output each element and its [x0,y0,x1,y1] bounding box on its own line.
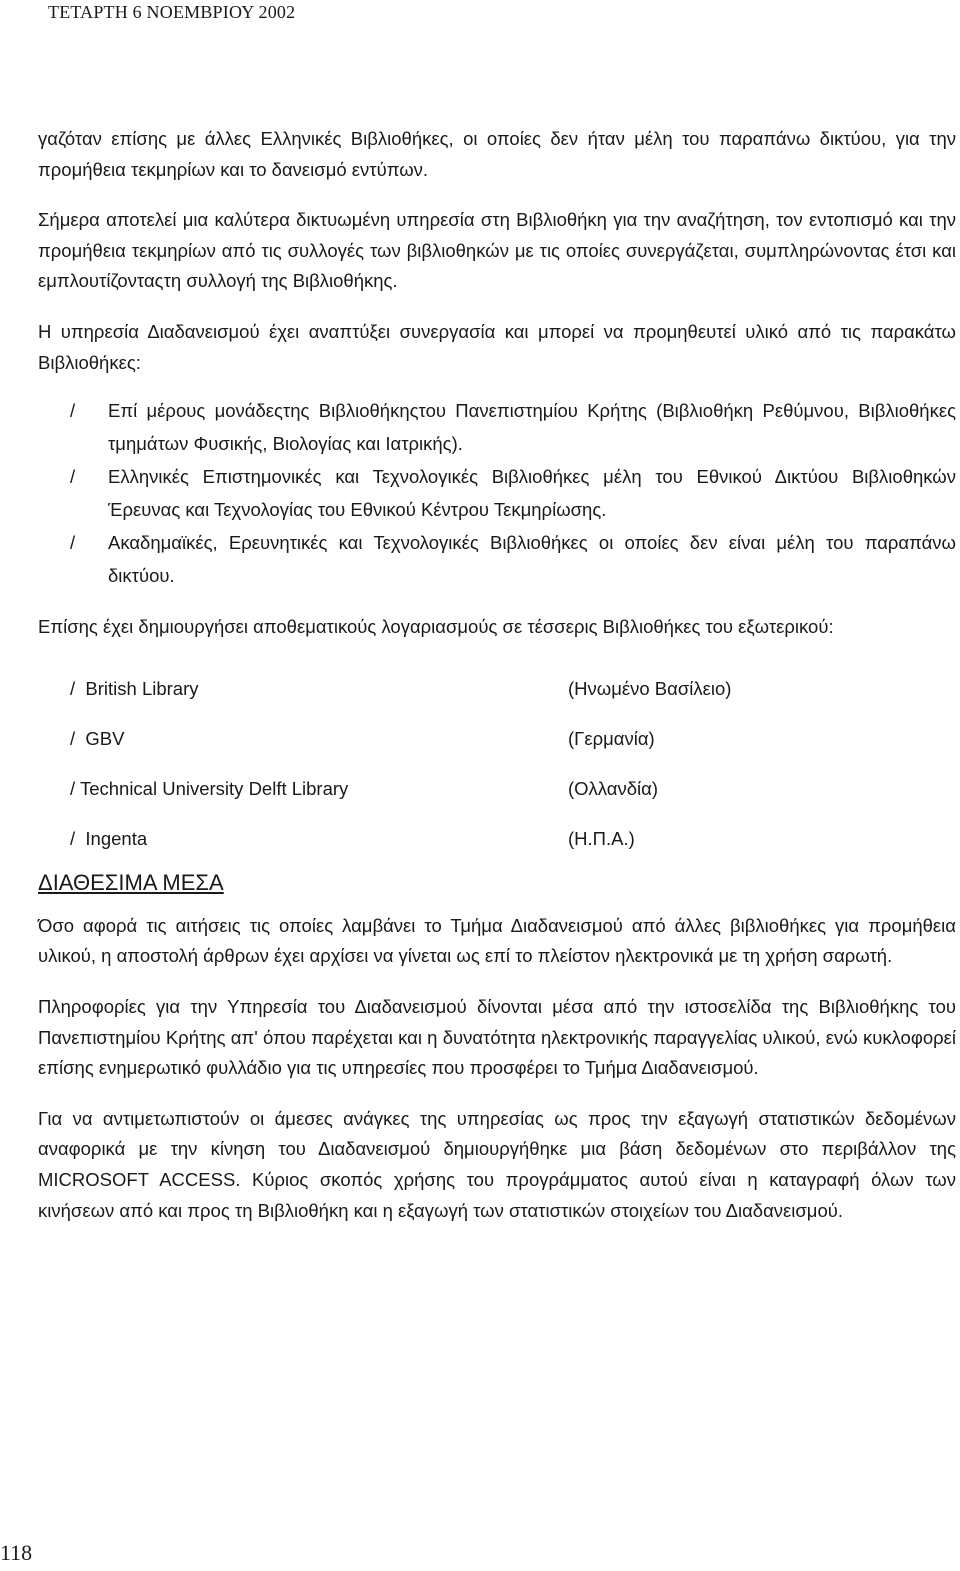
paragraph: Σήμερα αποτελεί μια καλύτερα δικτυωμένη υπηρεσία στη Βιβλιοθήκη για την αναζήτηση, τον εντοπισμό και την προμήθεια τεκμηρίων από τις συλλογές των βιβλιοθηκών με τις οποίες συνεργάζεται, συμπληρώνοντας έτσι και εμπλουτίζονταςτη συλλογή της Βιβλιοθήκης. [38,209,956,292]
library-name: Technical University Delft Library [79,778,349,800]
library-country: (Ηνωμένο Βασίλειο) [568,678,732,700]
bullet-marker: / [70,466,76,488]
partner-libraries-list [38,394,956,592]
running-header: ΤΕΤΑΡΤΗ 6 ΝΟΕΜΒΡΙΟΥ 2002 [48,2,296,22]
library-country: (Γερμανία) [568,728,655,750]
library-country: (Η.Π.Α.) [568,828,635,850]
paragraph: Επίσης έχει δημιουργήσει αποθεματικούς λογαριασμούς σε τέσσερις Βιβλιοθήκες του εξωτερικού: [38,616,834,638]
bullet-marker: / [70,728,76,750]
paragraph: γαζόταν επίσης με άλλες Ελληνικές Βιβλιοθήκες, οι οποίες δεν ήταν μέλη του παραπάνω δικτύου, για την προμήθεια τεκμηρίων και το δανεισμό εντύπων. [38,128,956,180]
paragraph: Η υπηρεσία Διαδανεισμού έχει αναπτύξει συνεργασία και μπορεί να προμηθευτεί υλικό από τις παρακάτω Βιβλιοθήκες: [38,320,956,373]
page-number: 118 [0,1540,33,1565]
library-name: Ingenta [85,828,148,850]
library-name: British Library [85,678,199,700]
library-country: (Ολλανδία) [568,778,658,800]
table-row [38,665,731,715]
list-item-text: Ακαδημαϊκές, Ερευνητικές και Τεχνολογικές Βιβλιοθήκες οι οποίες δεν είναι μέλη του παραπάνω δικτύου. [108,532,956,587]
bullet-marker: / [70,532,76,554]
list-item [38,526,956,592]
list-item [38,460,956,526]
page-body [38,124,956,1226]
paragraph: Όσο αφορά τις αιτήσεις τις οποίες λαμβάνει το Τμήμα Διαδανεισμού από άλλες βιβλιοθήκες για προμήθεια υλικού, η αποστολή άρθρων έχει αρχίσει να γίνεται ως επί το πλείστον ηλεκτρονικά με τη χρήση σαρωτή. [38,914,956,967]
foreign-libraries-table [38,665,731,865]
paragraph: Πληροφορίες για την Υπηρεσία του Διαδανεισμού δίνονται μέσα από την ιστοσελίδα της Βιβλιοθήκης του Πανεπιστημίου Κρήτης απ' όπου παρέχεται και η δυνατότητα ηλεκτρονικής παραγγελίας υλικού, ενώ κυκλοφορεί επίσης ενημερωτικό φυλλάδιο για τις υπηρεσίες που προσφέρει το Τμήμα Διαδανεισμού. [38,995,956,1079]
list-item-text: Ελληνικές Επιστημονικές και Τεχνολογικές Βιβλιοθήκες μέλη του Εθνικού Δικτύου Βιβλιοθηκών Έρευνας και Τεχνολογίας του Εθνικού Κέντρου Τεκμηρίωσης. [108,466,956,521]
table-row [38,715,731,765]
table-row [38,815,731,865]
list-item [38,394,956,460]
bullet-marker: / [70,400,76,422]
table-row [38,765,731,815]
bullet-marker: / [70,778,76,800]
paragraph: Για να αντιμετωπιστούν οι άμεσες ανάγκες της υπηρεσίας ως προς την εξαγωγή στατιστικών δεδομένων αναφορικά με την κίνηση του Διαδανεισμού δημιουργήθηκε μια βάση δεδομένων στο περιβάλλον της MICROSOFT ACCESS. Κύριος σκοπός χρήσης του προγράμματος αυτού είναι η καταγραφή όλων των κινήσεων από και προς τη Βιβλιοθήκη και η εξαγωγή των στατιστικών στοιχείων του Διαδανεισμού. [38,1107,956,1221]
bullet-marker: / [70,678,76,700]
bullet-marker: / [70,828,76,850]
section-heading: ΔΙΑΘΕΣΙΜΑ ΜΕΣΑ [38,869,224,895]
library-name: GBV [85,728,125,750]
list-item-text: Επί μέρους μονάδεςτης Βιβλιοθήκηςτου Πανεπιστημίου Κρήτης (Βιβλιοθήκη Ρεθύμνου, Βιβλιοθήκες τμημάτων Φυσικής, Βιολογίας και Ιατρικής). [108,400,956,455]
